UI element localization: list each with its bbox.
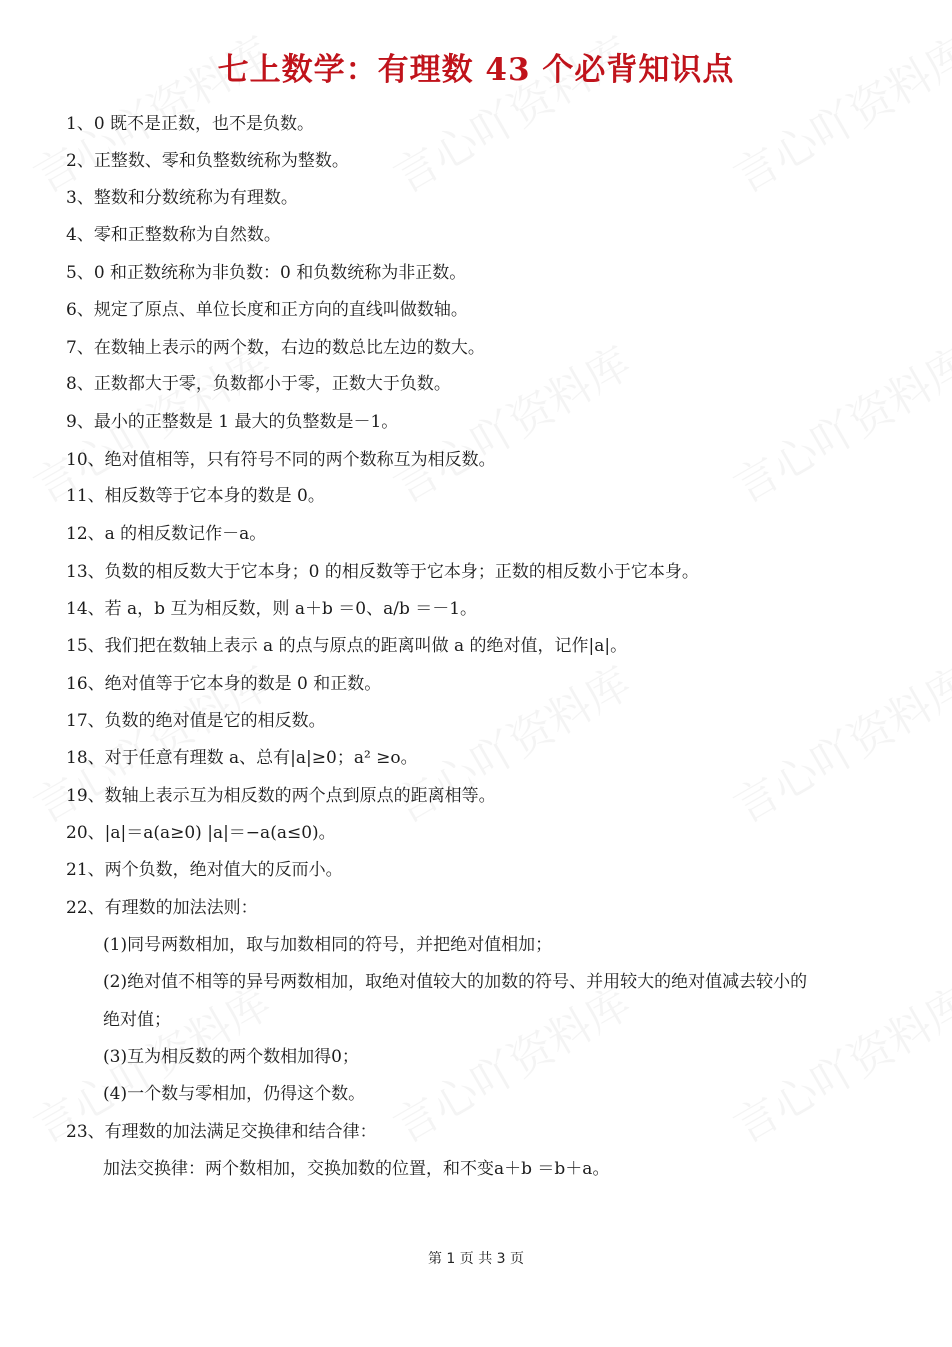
point-6: 6、规定了原点、单位长度和正方向的直线叫做数轴。 [66,300,468,320]
point-10: 10、绝对值相等，只有符号不同的两个数称互为相反数。 [66,450,496,470]
point-23-commutative: 加法交换律：两个数相加，交换加数的位置，和不变a＋b ＝b＋a。 [103,1159,610,1179]
point-16: 16、绝对值等于它本身的数是 0 和正数。 [66,674,382,694]
point-5: 5、0 和正数统称为非负数：0 和负数统称为非正数。 [66,263,467,283]
watermark [720,328,952,515]
page-footer: 第 1 页 共 3 页 [427,1251,525,1267]
page-title: 七上数学：有理数 43 个必背知识点 [217,52,735,88]
point-15: 15、我们把在数轴上表示 a 的点与原点的距离叫做 a 的绝对值，记作|a|。 [66,636,628,656]
watermark [720,648,952,835]
point-23: 23、有理数的加法满足交换律和结合律： [66,1122,377,1142]
point-2: 2、正整数、零和负整数统称为整数。 [66,151,349,171]
rule-22-3: (3)互为相反数的两个数相加得0； [103,1047,359,1067]
point-8: 8、正数都大于零，负数都小于零，正数大于负数。 [66,374,451,394]
point-3: 3、整数和分数统称为有理数。 [66,188,298,208]
rule-22-2: (2)绝对值不相等的异号两数相加，取绝对值较大的加数的符号、并用较大的绝对值减去较小的 [103,972,808,992]
point-4: 4、零和正整数称为自然数。 [66,225,281,245]
point-22: 22、有理数的加法法则： [66,898,258,918]
rule-22-4: (4)一个数与零相加，仍得这个数。 [103,1084,366,1104]
point-17: 17、负数的绝对值是它的相反数。 [66,711,326,731]
point-21: 21、两个负数，绝对值大的反而小。 [66,860,343,880]
point-7: 7、在数轴上表示的两个数，右边的数总比左边的数大。 [66,338,485,358]
point-11: 11、相反数等于它本身的数是 0。 [66,486,325,506]
point-18: 18、对于任意有理数 a、总有|a|≥0；a² ≥o。 [66,748,418,768]
point-12: 12、a 的相反数记作－a。 [66,524,267,544]
watermark [720,968,952,1155]
point-14: 14、若 a，b 互为相反数，则 a＋b ＝0、a/b ＝－1。 [66,599,478,619]
point-19: 19、数轴上表示互为相反数的两个点到原点的距离相等。 [66,786,496,806]
point-13: 13、负数的相反数大于它本身；0 的相反数等于它本身；正数的相反数小于它本身。 [66,562,699,582]
point-1: 1、0 既不是正数，也不是负数。 [66,114,315,134]
rule-22-2-cont: 绝对值； [103,1010,171,1030]
watermark [380,968,641,1155]
point-9: 9、最小的正整数是 1 最大的负整数是－1。 [66,412,399,432]
point-20: 20、|a|＝a(a≥0) |a|＝−a(a≤0)。 [66,823,336,843]
rule-22-1: (1)同号两数相加，取与加数相同的符号，并把绝对值相加； [103,935,553,955]
